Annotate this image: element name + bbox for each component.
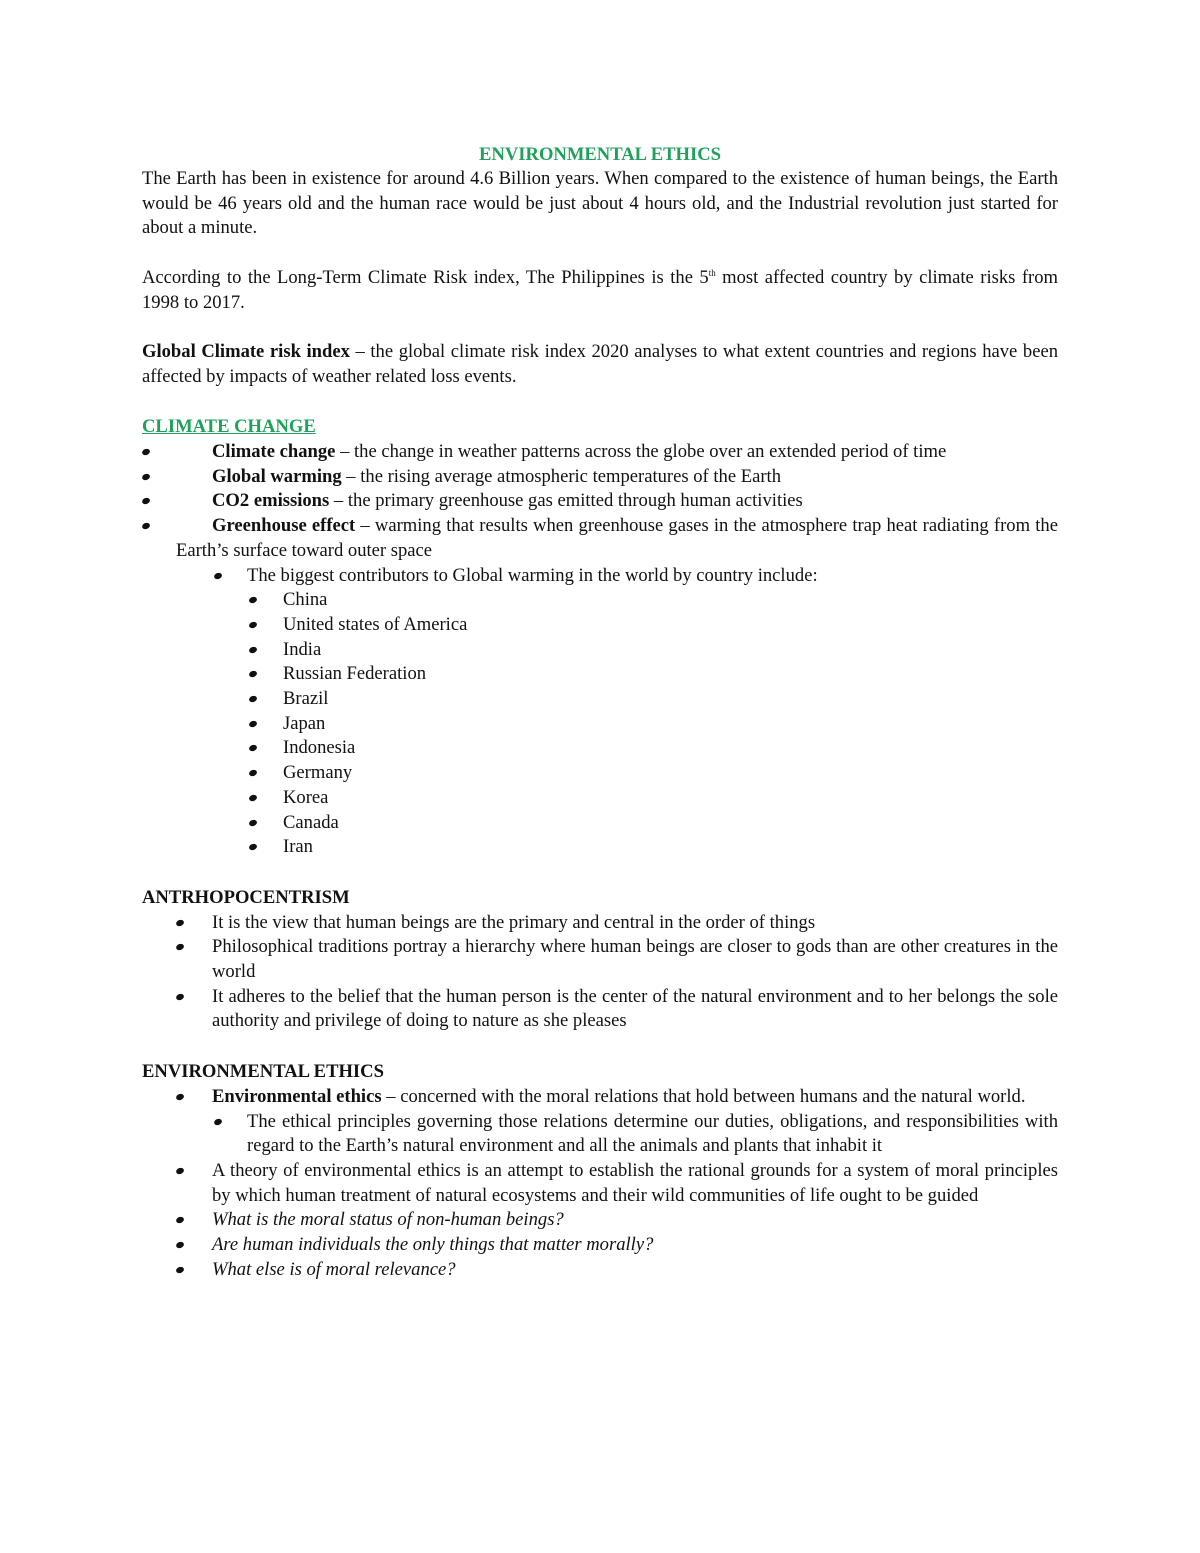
list-item xyxy=(212,911,1058,936)
bullet-icon xyxy=(175,918,185,926)
climate-change-heading: CLIMATE CHANGE xyxy=(142,416,316,438)
list-item xyxy=(212,1085,1058,1110)
list-item xyxy=(283,638,1058,663)
list-item xyxy=(283,736,1058,761)
risk-index-text-after: most affected country by climate risks from 1998 to 2017. xyxy=(142,266,1058,313)
country-name: Canada xyxy=(283,811,339,833)
country-name: Indonesia xyxy=(283,737,356,759)
country-name: India xyxy=(283,638,322,660)
bullet-icon xyxy=(141,473,151,481)
term: Environmental ethics xyxy=(212,1085,382,1107)
bullet-icon xyxy=(175,993,185,1001)
country-name: China xyxy=(283,589,328,611)
countries-list xyxy=(142,588,1058,860)
environmental-ethics-sublist xyxy=(142,1110,1058,1159)
bullet-icon xyxy=(248,818,258,826)
list-item xyxy=(247,1110,1058,1159)
environmental-ethics-list xyxy=(142,1085,1058,1110)
risk-index-text-before: According to the Long-Term Climate Risk index, The Philippines is the 5 xyxy=(142,266,709,288)
list-item xyxy=(212,1159,1058,1208)
bullet-icon xyxy=(141,522,151,530)
term: Global warming xyxy=(212,465,342,487)
environmental-ethics-list-continued xyxy=(142,1159,1058,1283)
document-page xyxy=(142,142,1058,1283)
list-item xyxy=(142,440,1058,465)
bullet-icon xyxy=(175,1167,185,1175)
intro-paragraph-risk-index xyxy=(142,266,1058,315)
list-item xyxy=(283,662,1058,687)
country-name: United states of America xyxy=(283,613,468,635)
intro-paragraph-earth-age: The Earth has been in existence for around 4.6 Billion years. When compared to the existence of human beings, the Earth would be 46 years old and the human race would be just about 4 hours old, and the Industrial revolution just started for about a minute. xyxy=(142,168,1058,239)
definition: – the rising average atmospheric temperatures of the Earth xyxy=(341,465,782,487)
contributors-intro: The biggest contributors to Global warming in the world by country include: xyxy=(247,564,818,586)
ordinal-suffix: th xyxy=(708,267,716,278)
term: CO2 emissions xyxy=(212,490,330,512)
bullet-icon xyxy=(248,645,258,653)
document-title: ENVIRONMENTAL ETHICS xyxy=(479,144,721,165)
definition: – warming that results when greenhouse gases in the atmosphere trap heat radiating from the Earth’s surface toward outer space xyxy=(176,515,1058,561)
country-name: Korea xyxy=(283,786,329,808)
definition: – concerned with the moral relations that hold between humans and the natural world. xyxy=(381,1085,1026,1107)
list-item xyxy=(142,465,1058,490)
country-name: Brazil xyxy=(283,688,329,710)
bullet-icon xyxy=(141,497,151,505)
list-item xyxy=(283,588,1058,613)
list-item xyxy=(283,613,1058,638)
country-name: Japan xyxy=(283,712,326,734)
question-text: What else is of moral relevance? xyxy=(212,1258,456,1280)
bullet-icon xyxy=(175,943,185,951)
list-item xyxy=(142,514,1058,563)
question-text: Are human individuals the only things that matter morally? xyxy=(212,1234,654,1256)
term: Climate change xyxy=(212,441,336,462)
bullet-icon xyxy=(248,596,258,604)
item-text: The ethical principles governing those relations determine our duties, obligations, and responsibilities with regard to the Earth’s natural environment and all the animals and plants that inhabit it xyxy=(247,1110,1058,1157)
list-item xyxy=(212,1208,1058,1233)
bullet-icon xyxy=(248,744,258,752)
bullet-icon xyxy=(248,670,258,678)
list-item xyxy=(212,1258,1058,1283)
bullet-icon xyxy=(248,720,258,728)
bullet-icon xyxy=(175,1266,185,1274)
list-item xyxy=(212,935,1058,984)
item-text: A theory of environmental ethics is an attempt to establish the rational grounds for a system of moral principles by which human treatment of natural ecosystems and their wild communities of life ought to be guided xyxy=(212,1159,1058,1206)
bullet-icon xyxy=(248,769,258,777)
list-item xyxy=(283,811,1058,836)
term: Greenhouse effect xyxy=(212,515,356,537)
list-item xyxy=(283,835,1058,860)
bullet-icon xyxy=(213,1117,223,1125)
item-text: It adheres to the belief that the human person is the center of the natural environment and to her belongs the sole authority and privilege of doing to nature as she pleases xyxy=(212,985,1058,1032)
bullet-icon xyxy=(248,843,258,851)
bullet-icon xyxy=(248,794,258,802)
item-text: It is the view that human beings are the primary and central in the order of things xyxy=(212,911,816,933)
question-text: What is the moral status of non-human beings? xyxy=(212,1209,564,1231)
bullet-icon xyxy=(175,1216,185,1224)
item-text: Philosophical traditions portray a hierarchy where human beings are closer to gods than are other creatures in the world xyxy=(212,936,1058,983)
global-index-term: Global Climate risk index xyxy=(142,340,350,362)
contributors-list xyxy=(142,564,1058,589)
environmental-ethics-heading: ENVIRONMENTAL ETHICS xyxy=(142,1061,384,1083)
country-name: Iran xyxy=(283,836,313,858)
bullet-icon xyxy=(141,448,151,456)
list-item xyxy=(283,712,1058,737)
list-item xyxy=(212,985,1058,1034)
list-item xyxy=(212,1233,1058,1258)
global-index-definition: – the global climate risk index 2020 analyses to what extent countries and regions have been affected by impacts of weather related loss events. xyxy=(142,340,1058,387)
bullet-icon xyxy=(213,571,223,579)
definition: – the change in weather patterns across the globe over an extended period of time xyxy=(335,441,947,462)
list-item xyxy=(247,564,1058,589)
country-name: Germany xyxy=(283,762,353,784)
anthropocentrism-heading: ANTRHOPOCENTRISM xyxy=(142,886,350,908)
country-name: Russian Federation xyxy=(283,663,427,685)
climate-change-list xyxy=(142,440,1058,564)
list-item xyxy=(283,786,1058,811)
anthropocentrism-list xyxy=(142,911,1058,1035)
bullet-icon xyxy=(248,695,258,703)
bullet-icon xyxy=(248,621,258,629)
intro-paragraph-global-index xyxy=(142,340,1058,389)
list-item xyxy=(142,489,1058,514)
definition: – the primary greenhouse gas emitted through human activities xyxy=(329,490,803,512)
list-item xyxy=(283,687,1058,712)
bullet-icon xyxy=(175,1241,185,1249)
list-item xyxy=(283,761,1058,786)
bullet-icon xyxy=(175,1093,185,1101)
